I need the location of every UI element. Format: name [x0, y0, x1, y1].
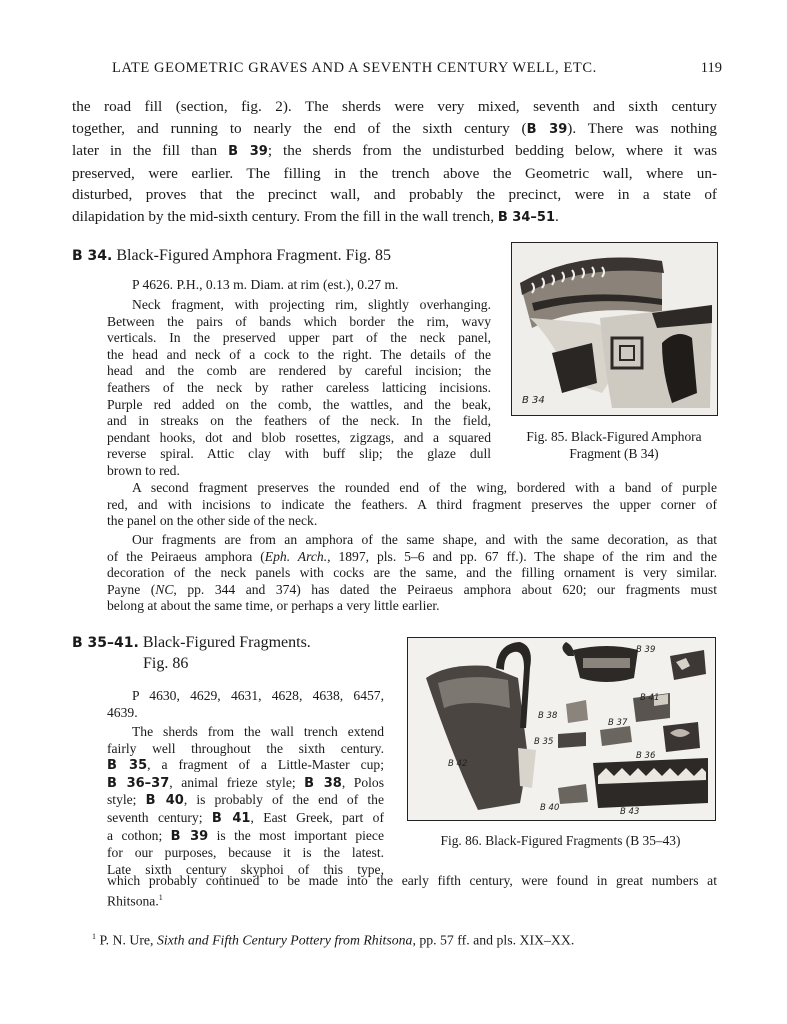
para-line: the panel on the other side of the neck.: [107, 513, 318, 529]
para-line: Payne (NC, pp. 344 and 374) has dated the Peiraeus amphora about 620; our fragments must: [107, 581, 717, 597]
comparison-paragraph: [107, 532, 717, 615]
ref-b40: B 40: [145, 793, 184, 809]
desc-line: brown to red.: [107, 462, 180, 478]
entry-b34-meta: P 4626. P.H., 0.13 m. Diam. at rim (est.), 0.27 m.: [132, 277, 399, 292]
fig85-caption-line-2: Fragment (B 34): [569, 446, 659, 461]
intro-paragraph: [72, 96, 717, 229]
para-line: of the Peiraeus amphora (Eph. Arch., 1897, pls. 5–6 and pp. 67 ff.). The shape of the rim and the: [107, 548, 717, 564]
footnote-rest: , pp. 57 ff. and pls. XIX–XX.: [412, 932, 575, 948]
desc-line: head and the comb are rendered by careful incision; the: [107, 363, 491, 379]
figure-85-caption: [500, 428, 728, 462]
text-line: seventh century; B 41, East Greek, part of: [107, 809, 384, 826]
desc-line: Neck fragment, with projecting rim, slightly overhanging.: [132, 297, 491, 312]
text-line: Rhitsona.$^1$: [107, 892, 163, 909]
fig86-label: B 35: [534, 737, 554, 747]
ref-b36-37: B 36–37: [107, 775, 170, 791]
para-line: red, and with incisions to indicate the feathers. A third fragment preserves the upper corner of: [107, 496, 717, 512]
desc-line: verticals. In the preserved upper part of the neck panel,: [107, 330, 491, 346]
running-head: [112, 60, 722, 77]
text-line: Late sixth century skyphoi of this type,: [107, 861, 384, 877]
para-line: A second fragment preserves the rounded end of the wing, bordered with a band of purple: [132, 480, 717, 495]
para-line: decoration of the neck panels with cocks are the same, and the filling ornament is very similar.: [107, 565, 717, 581]
fig86-label: B 38: [538, 711, 558, 721]
desc-line: reverse spiral. Attic clay with buff slip; the glaze dull: [107, 446, 491, 462]
desc-line: the head and neck of a cock to the right. The details of the: [107, 346, 491, 362]
footnote: [92, 929, 574, 949]
text-line: a cothon; B 39 is the most important piece: [107, 827, 385, 844]
entry-b34-number: B 34.: [72, 248, 113, 264]
fig86-label: B 41: [640, 693, 660, 703]
entry-b35-41-number: B 35–41.: [72, 635, 139, 651]
ref-b39: B 39: [170, 828, 209, 844]
para-line: belong at about the same time, or perhaps a very little earlier.: [107, 598, 440, 614]
inventory-line-2: 4639.: [107, 704, 138, 720]
black-figured-fragments-image: [408, 638, 715, 820]
text-line: fairly well throughout the sixth century.: [107, 740, 384, 756]
ref-b35: B 35: [107, 758, 148, 774]
entry-b34-description: [107, 297, 491, 480]
entry-b35-41-continued: [107, 873, 717, 910]
second-fragment-paragraph: [107, 480, 717, 530]
text-line: B 36–37, animal frieze style; B 38, Polos: [107, 774, 384, 791]
ref-b41: B 41: [211, 810, 251, 826]
fig86-label: B 42: [448, 759, 468, 769]
amphora-fragment-image: [512, 243, 717, 415]
text-line: B 35, a fragment of a Little-Master cup;: [107, 757, 385, 774]
entry-b35-41-text: [107, 724, 384, 878]
fig86-label: B 39: [636, 645, 656, 655]
fig86-label: B 43: [620, 807, 640, 817]
desc-line: and in streaks on the feathers of the neck. In the field,: [107, 413, 491, 429]
text-line: which probably continued to be made into the early fifth century, were found in great numbers at: [107, 873, 717, 888]
entry-b34-heading: [72, 247, 391, 265]
entry-b35-41-title: Black-Figured Fragments.: [142, 634, 311, 651]
entry-b35-41-inventory: [107, 688, 384, 721]
citation-eph-arch: Eph. Arch.: [264, 548, 328, 564]
entry-b34-title: Black-Figured Amphora Fragment. Fig. 85: [116, 247, 391, 264]
footnote-title: Sixth and Fifth Century Pottery from Rhitsona: [156, 932, 413, 948]
intro-line-2: together, and running to nearly the end of the sixth century (B 39). There was nothing: [72, 119, 717, 137]
desc-line: Purple red added on the comb, the wattles, and the beak,: [107, 396, 491, 412]
intro-line-6: dilapidation by the mid-sixth century. From the fill in the wall trench, B 34–51.: [72, 207, 559, 225]
footnote-ref: 1: [158, 892, 163, 902]
fig86-label: B 40: [540, 803, 560, 813]
text-line: The sherds from the wall trench extend: [132, 724, 384, 739]
ref-b39: B 39: [228, 144, 268, 160]
ref-b38: B 38: [304, 775, 342, 791]
citation-nc: NC: [155, 581, 174, 597]
ref-b34-51: B 34–51: [497, 209, 555, 225]
page-number: 119: [700, 60, 722, 76]
footnote-author: P. N. Ure,: [99, 932, 157, 948]
para-line: Our fragments are from an amphora of the same shape, and with the same decoration, as that: [132, 532, 717, 547]
entry-b35-41-fig: Fig. 86: [143, 655, 189, 672]
desc-line: Between the pairs of bands which border the rim, wavy: [107, 313, 491, 329]
intro-line-1: the road fill (section, fig. 2). The sherds were very mixed, seventh and sixth century: [72, 98, 717, 115]
figure-86-caption: Fig. 86. Black-Figured Fragments (B 35–43): [440, 833, 681, 848]
fig85-label: B 34: [522, 395, 545, 406]
intro-line-5: disturbed, proves that the precinct wall, and probably the precinct, were in a state of: [72, 186, 717, 204]
fig86-label: B 37: [608, 718, 628, 728]
running-head-title: LATE GEOMETRIC GRAVES AND A SEVENTH CENTURY WELL, ETC.: [112, 60, 597, 76]
fig86-label: B 36: [636, 751, 656, 761]
figure-85-photo: [511, 242, 718, 416]
ref-b39: B 39: [526, 121, 568, 137]
intro-line-4: preserved, were earlier. The filling in the trench above the Geometric wall, where un-: [72, 164, 717, 182]
desc-line: pendant hooks, dot and blob rosettes, zigzags, and a squared: [107, 429, 491, 445]
inventory-line-1: P 4630, 4629, 4631, 4628, 4638, 6457,: [132, 688, 384, 703]
entry-b35-41-heading: [72, 634, 311, 652]
text-line: for our purposes, because it is the latest.: [107, 845, 384, 861]
intro-line-3: later in the fill than B 39; the sherds from the undisturbed bedding below, where it was: [72, 142, 717, 160]
figure-86-photo: [407, 637, 716, 821]
desc-line: feathers of the neck by rather careless latticing incisions.: [107, 379, 491, 395]
text-line: style; B 40, is probably of the end of the: [107, 792, 384, 809]
footnote-marker: 1: [92, 932, 96, 941]
fig85-caption-line-1: Fig. 85. Black-Figured Amphora: [526, 429, 702, 444]
